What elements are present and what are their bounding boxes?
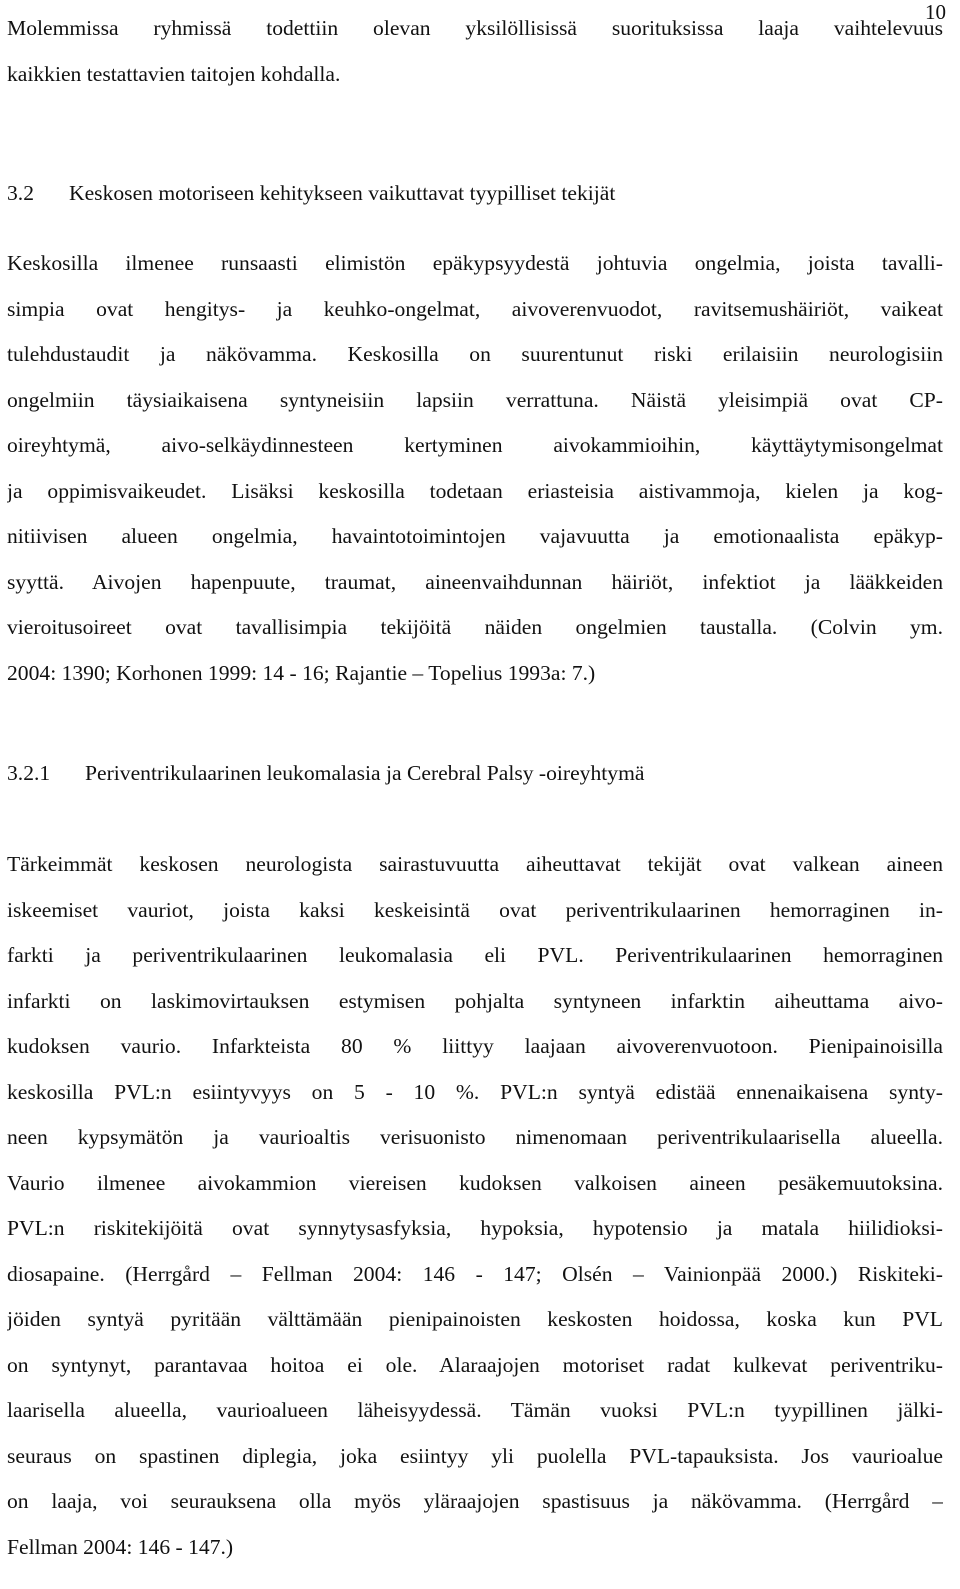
subsection-heading: [7, 751, 943, 797]
text-line: syyttä. Aivojen hapenpuute, traumat, aineenvaihdunnan häiriöt, infektiot ja lääkkeiden: [7, 569, 943, 594]
text-line: on syntynyt, parantavaa hoitoa ei ole. Alaraajojen motoriset radat kulkevat periventriku-: [7, 1352, 943, 1377]
text-line: infarkti on laskimovirtauksen estymisen pohjalta syntyneen infarktin aiheuttama aivo-: [7, 988, 943, 1013]
text-line: ja oppimisvaikeudet. Lisäksi keskosilla todetaan eriasteisia aistivammoja, kielen ja kog-: [7, 478, 943, 503]
text-line: Molemmissa ryhmissä todettiin olevan yksilöllisissä suorituksissa laaja vaihtelevuus: [7, 16, 943, 40]
section-title: Keskosen motoriseen kehitykseen vaikuttavat tyypilliset tekijät: [69, 181, 616, 205]
text-line: tulehdustaudit ja näkövamma. Keskosilla on suurentunut riski erilaisiin neurologisiin: [7, 342, 943, 366]
text-line: kudoksen vaurio. Infarkteista 80 % liittyy laajaan aivoverenvuotoon. Pienipainoisilla: [7, 1034, 943, 1058]
section-heading: [7, 171, 943, 217]
paragraph-section-body: [7, 241, 943, 696]
text-line: Vaurio ilmenee aivokammion viereisen kudoksen valkoisen aineen pesäkemuutoksina.: [7, 1170, 943, 1195]
text-line: vieroitusoireet ovat tavallisimpia tekijöitä näiden ongelmien taustalla. (Colvin ym.: [7, 615, 943, 639]
subsection-title: Periventrikulaarinen leukomalasia ja Cerebral Palsy -oireyhtymä: [85, 761, 645, 785]
text-line: oireyhtymä, aivo-selkäydinnesteen kertyminen aivokammioihin, käyttäytymisongelmat: [7, 433, 943, 457]
paragraph-subsection-body: [7, 842, 943, 1570]
text-line: jöiden syntyä pyritään välttämään pienipainoisten keskosten hoidossa, koska kun PVL: [7, 1307, 943, 1331]
text-line: PVL:n riskitekijöitä ovat synnytysasfyksia, hypoksia, hypotensio ja matala hiilidioksi-: [7, 1216, 943, 1240]
text-line: 2004: 1390; Korhonen 1999: 14 - 16; Rajantie – Topelius 1993a: 7.): [7, 660, 596, 685]
text-line: Keskosilla ilmenee runsaasti elimistön epäkypsyydestä johtuvia ongelmia, joista tavalli-: [7, 251, 943, 275]
text-line: Fellman 2004: 146 - 147.): [7, 1534, 234, 1559]
subsection-number: 3.2.1: [7, 761, 51, 785]
text-line: nitiivisen alueen ongelmia, havaintotoimintojen vajavuutta ja emotionaalista epäkyp-: [7, 524, 943, 548]
text-line: neen kypsymätön ja vaurioaltis verisuonisto nimenomaan periventrikulaarisella alueella.: [7, 1125, 943, 1149]
section-number: 3.2: [7, 181, 34, 205]
text-line: ongelmiin täysiaikaisena syntyneisiin lapsiin verrattuna. Näistä yleisimpiä ovat CP-: [7, 387, 943, 412]
text-line: iskeemiset vauriot, joista kaksi keskeisintä ovat periventrikulaarinen hemorraginen in-: [7, 897, 943, 922]
paragraph-intro: [7, 6, 943, 97]
text-line: seuraus on spastinen diplegia, joka esiintyy yli puolella PVL-tapauksista. Jos vaurioalue: [7, 1443, 943, 1468]
page-number: 10: [925, 0, 946, 24]
text-line: laarisella alueella, vaurioalueen läheisyydessä. Tämän vuoksi PVL:n tyypillinen jälki-: [7, 1398, 943, 1422]
text-line: on laaja, voi seurauksena olla myös yläraajojen spastisuus ja näkövamma. (Herrgård –: [7, 1489, 943, 1513]
text-line: Tärkeimmät keskosen neurologista sairastuvuutta aiheuttavat tekijät ovat valkean aineen: [7, 852, 943, 876]
text-line: farkti ja periventrikulaarinen leukomalasia eli PVL. Periventrikulaarinen hemorraginen: [7, 943, 943, 967]
text-line: kaikkien testattavien taitojen kohdalla.: [7, 61, 341, 86]
text-line: diosapaine. (Herrgård – Fellman 2004: 146 - 147; Olsén – Vainionpää 2000.) Riskiteki-: [7, 1261, 943, 1286]
text-line: simpia ovat hengitys- ja keuhko-ongelmat, aivoverenvuodot, ravitsemushäiriöt, vaikeat: [7, 296, 943, 321]
text-line: keskosilla PVL:n esiintyvyys on 5 - 10 %. PVL:n syntyä edistää ennenaikaisena synty-: [7, 1079, 943, 1104]
